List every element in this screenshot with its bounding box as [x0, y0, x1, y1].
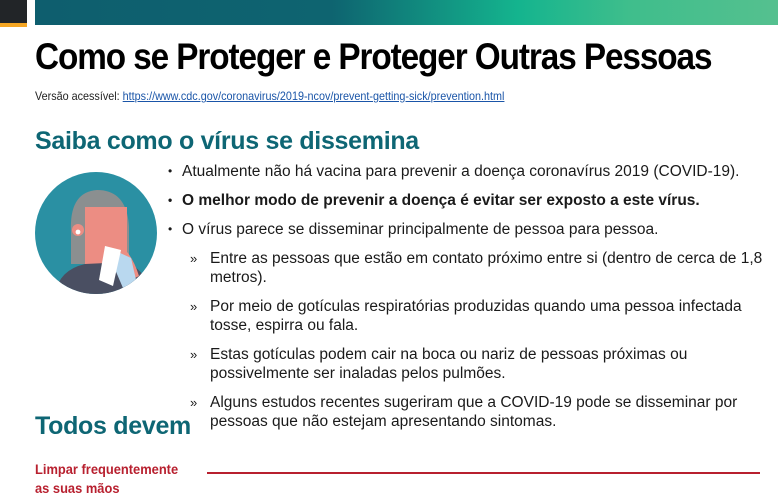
- sub-bullet-text: Alguns estudos recentes sugeriram que a COVID-19 pode se disseminar por pessoas que não estejam apresentando sintomas.: [210, 394, 738, 430]
- corner-dark-block: [0, 0, 27, 23]
- sub-bullet-text: Estas gotículas podem cair na boca ou nariz de pessoas próximas ou possivelmente ser inaladas pelos pulmões.: [210, 346, 688, 382]
- section-heading-everyone: Todos devem: [35, 412, 191, 440]
- chevron-marker-icon: »: [190, 251, 198, 266]
- section-heading-spread: Saiba como o vírus se dissemina: [35, 127, 419, 155]
- sub-bullet-item: [168, 249, 768, 287]
- sub-bullet-item: [168, 393, 768, 431]
- sub-bullet-text: Por meio de gotículas respiratórias produzidas quando uma pessoa infectada tosse, espirra ou fala.: [210, 298, 742, 334]
- person-sneezing-into-tissue-icon: [35, 172, 157, 294]
- wash-hands-label-line2: as suas mãos: [35, 480, 120, 496]
- sub-bullet-item: [168, 345, 768, 383]
- sub-bullet-item: [168, 297, 768, 335]
- bullet-item-bold: • O melhor modo de prevenir a doença é evitar ser exposto a este vírus.: [168, 191, 768, 210]
- accessible-label: Versão acessível:: [35, 89, 120, 103]
- header-banner: [35, 0, 778, 25]
- spread-bullet-list: [168, 162, 768, 441]
- section-divider-line: [207, 472, 760, 474]
- accessible-version-link[interactable]: https://www.cdc.gov/coronavirus/2019-ncov/prevent-getting-sick/prevention.html: [122, 89, 505, 103]
- wash-hands-label: [35, 460, 178, 498]
- accessible-version: [35, 89, 504, 103]
- chevron-marker-icon: »: [190, 347, 198, 362]
- sub-bullet-text: Entre as pessoas que estão em contato próximo entre si (dentro de cerca de 1,8 metros).: [210, 250, 763, 286]
- bullet-item: • Atualmente não há vacina para prevenir a doença coronavírus 2019 (COVID-19).: [168, 162, 768, 181]
- page-title: Como se Proteger e Proteger Outras Pessoas: [35, 36, 712, 77]
- corner-orange-bar: [0, 23, 27, 27]
- chevron-marker-icon: »: [190, 299, 198, 314]
- bullet-item: • O vírus parece se disseminar principalmente de pessoa para pessoa.: [168, 220, 768, 239]
- chevron-marker-icon: »: [190, 395, 198, 410]
- wash-hands-label-line1: Limpar frequentemente: [35, 461, 179, 477]
